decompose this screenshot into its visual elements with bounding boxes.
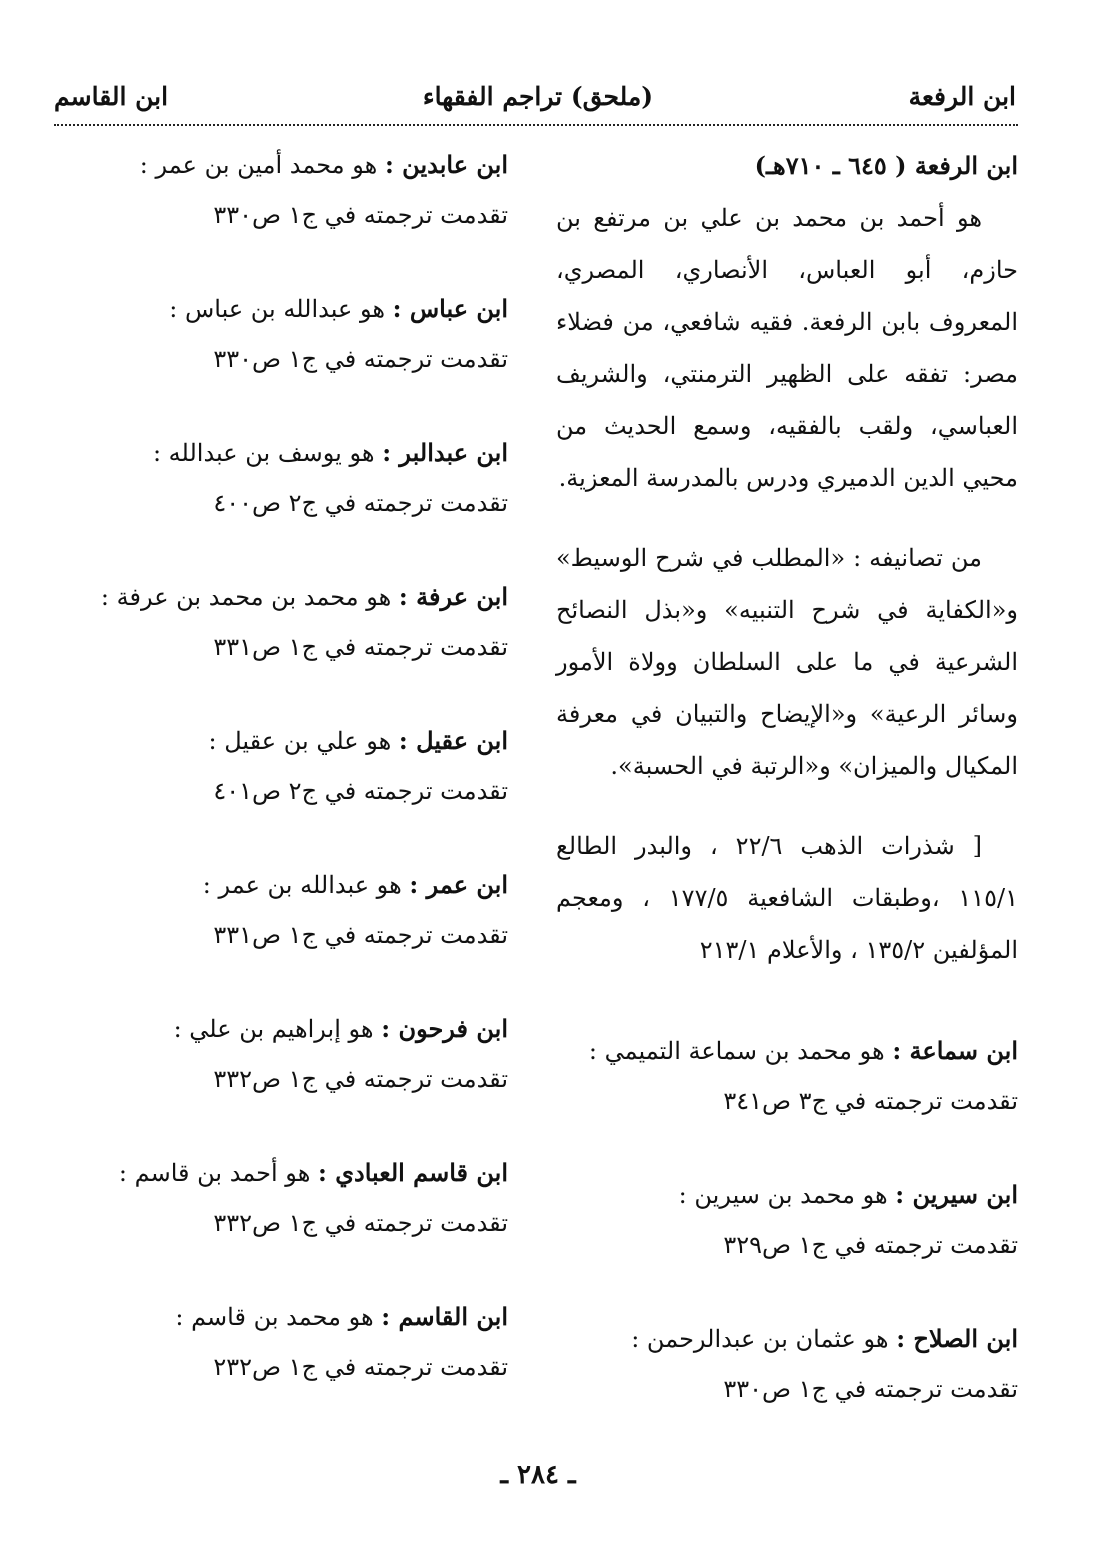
entry-line: [68, 284, 508, 334]
entry-head: ابن القاسم :: [381, 1302, 508, 1331]
entry-ref: تقدمت ترجمته في ج١ ص٣٣٠: [723, 1375, 1018, 1403]
biography-paragraph: هو أحمد بن محمد بن علي بن مرتفع بن حازم، أبو العباس، الأنصاري، المصري، المعروف بابن الرفعة. فقيه شافعي، من فضلاء مصر: تفقه على الظهير الترمنتي، والشريف العباسي، ولقب بالفقيه، وسمع الحديث من محيي الدين الدميري ودرس بالمدرسة المعزية.: [556, 204, 1018, 492]
entry-line: [68, 716, 508, 766]
running-header-title: (ملحق) تراجم الفقهاء: [422, 82, 654, 111]
cross-reference-entry: [68, 572, 508, 672]
entry-head: ابن عباس :: [392, 294, 508, 323]
entry-head: ابن عرفة :: [398, 582, 508, 611]
entry-head: ابن الصلاح :: [896, 1324, 1018, 1353]
entry-ref: تقدمت ترجمته في ج١ ص٢٣٢: [213, 1353, 508, 1381]
entry-line: [68, 1292, 508, 1342]
cross-reference-entry: [556, 1170, 1018, 1270]
entry-body: هو عثمان بن عبدالرحمن :: [631, 1325, 889, 1353]
cross-reference-entry: [68, 1292, 508, 1392]
cross-reference-entry: [68, 1148, 508, 1248]
entry-body: هو أحمد بن قاسم :: [118, 1159, 311, 1187]
cross-reference-entry: [68, 1004, 508, 1104]
entry-head: ابن فرحون :: [381, 1014, 508, 1043]
entry-line: [68, 428, 508, 478]
cross-reference-entry: [68, 860, 508, 960]
entry-body: هو محمد بن قاسم :: [175, 1303, 374, 1331]
entry-head: ابن عبدالبر :: [382, 438, 508, 467]
entry-body: هو علي بن عقيل :: [208, 727, 392, 755]
entry-title: ابن الرفعة ( ٦٤٥ ـ ٧١٠هـ): [754, 151, 1018, 180]
entry-body: هو يوسف بن عبدالله :: [152, 439, 375, 467]
header-dotted-rule: [54, 124, 1018, 126]
entry-body: هو عبدالله بن عباس :: [169, 295, 385, 323]
works-paragraph: من تصانيفه : «المطلب في شرح الوسيط» و«الكفاية في شرح التنبيه» و«بذل النصائح الشرعية في ما على السلطان وولاة الأمور وسائر الرعية» و«الإيضاح والتبيان في معرفة المكيال والميزان» و«الرتبة في الحسبة».: [556, 544, 1018, 780]
entry-line: [556, 1314, 1018, 1364]
cross-reference-entry: [68, 716, 508, 816]
entry-head: ابن سماعة :: [892, 1036, 1018, 1065]
running-header-left: ابن القاسم: [54, 82, 169, 111]
left-column: [68, 140, 508, 1392]
entry-line: [556, 1026, 1018, 1076]
entry-ref: تقدمت ترجمته في ج١ ص٣٣٢: [213, 1209, 508, 1237]
entry-line: [556, 1170, 1018, 1220]
entry-ref: تقدمت ترجمته في ج٢ ص٤٠٠: [213, 489, 508, 517]
right-column: [556, 140, 1018, 1414]
entry-head: ابن عمر :: [409, 870, 508, 899]
entry-body: هو عبدالله بن عمر :: [202, 871, 402, 899]
entry-ref: تقدمت ترجمته في ج١ ص٣٣٠: [213, 201, 508, 229]
cross-reference-entry: [68, 428, 508, 528]
entry-ref: تقدمت ترجمته في ج٣ ص٣٤١: [723, 1087, 1018, 1115]
sources-paragraph: [ شذرات الذهب ٢٢/٦ ، والبدر الطالع ١١٥/١ ،وطبقات الشافعية ١٧٧/٥ ، ومعجم المؤلفين ١٣٥/٢ ، والأعلام ٢١٣/١: [556, 832, 1018, 964]
entry-ref: تقدمت ترجمته في ج١ ص٣٣٢: [213, 1065, 508, 1093]
entry-head: ابن عابدين :: [384, 150, 508, 179]
entry-ref: تقدمت ترجمته في ج١ ص٣٣٠: [213, 345, 508, 373]
entry-line: [68, 140, 508, 190]
cross-reference-entry: [68, 140, 508, 240]
entry-body: هو محمد أمين بن عمر :: [139, 151, 378, 179]
cross-reference-entry: [68, 284, 508, 384]
page-number: ـ ٢٨٤ ـ: [500, 1460, 576, 1490]
entry-body: هو إبراهيم بن علي :: [173, 1015, 374, 1043]
entry-body: هو محمد بن سيرين :: [678, 1181, 888, 1209]
entry-ref: تقدمت ترجمته في ج١ ص٣٣١: [213, 633, 508, 661]
entry-line: [68, 860, 508, 910]
entry-head: ابن سيرين :: [895, 1180, 1018, 1209]
entry-line: [68, 1148, 508, 1198]
cross-reference-entry: [556, 1314, 1018, 1414]
entry-ref: تقدمت ترجمته في ج١ ص٣٣١: [213, 921, 508, 949]
entry-head: ابن عقيل :: [398, 726, 508, 755]
cross-reference-entry: [556, 1026, 1018, 1126]
entry-ref: تقدمت ترجمته في ج١ ص٣٢٩: [723, 1231, 1018, 1259]
entry-line: [68, 1004, 508, 1054]
entry-ref: تقدمت ترجمته في ج٢ ص٤٠١: [213, 777, 508, 805]
entry-body: هو محمد بن محمد بن عرفة :: [100, 583, 392, 611]
entry-line: [68, 572, 508, 622]
running-header-right: ابن الرفعة: [908, 82, 1016, 111]
entry-body: هو محمد بن سماعة التميمي :: [588, 1037, 885, 1065]
entry-head: ابن قاسم العبادي :: [318, 1158, 508, 1187]
